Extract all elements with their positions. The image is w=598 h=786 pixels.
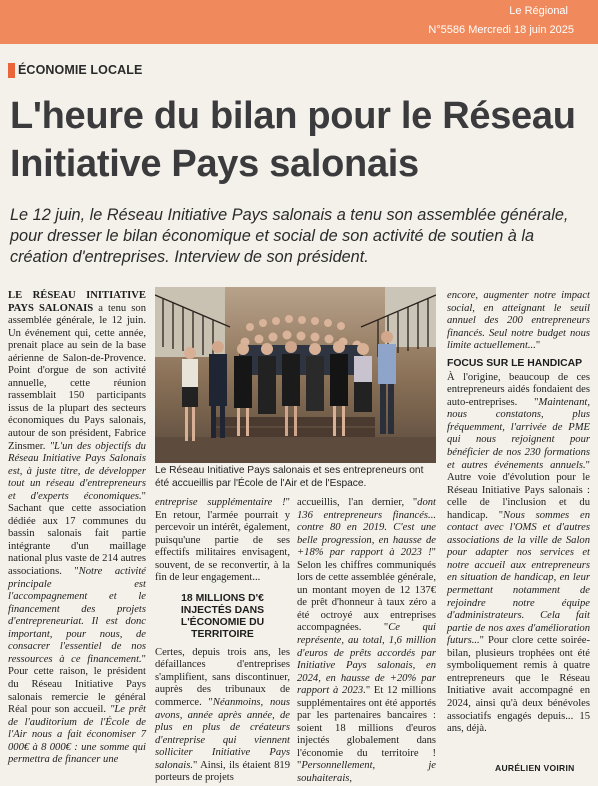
quote: "L'un des objectifs du Réseau Initiative Pays Salonais est, à juste titre, de développer tout un réseau d'entrepreneurs et d'experts économiques. — [8, 440, 146, 502]
paragraph: " Pour clore cette soirée-bilan, plusieurs trophées ont été symboliquement remis à quatre entrepreneurs que le Réseau Initiative avait accompagné en 2024, ainsi qu'à deux bénévoles associatifs engagés depuis... 15 ans, déjà. — [447, 635, 590, 735]
quote: Personnellement, je souhaiterais, — [297, 760, 436, 785]
headline: L'heure du bilan pour le Réseau Initiative Pays salonais — [10, 95, 576, 185]
group-photo-illustration — [155, 287, 436, 463]
paragraph: " En retour, l'armée pourrait y percevoir un intérêt, également, puisqu'une partie de ses effectifs militaires envisagent, souvent, de se reconvertir, à la fin de leur engagement... — [155, 497, 290, 584]
article-column-4 — [447, 290, 590, 736]
quote: Notre activité principale est l'accompagnement et le financement des projets d'entrepreneuriat. Il est donc important, pour nous, de consacrer l'essentiel de nos ressources à ce financement. — [8, 566, 146, 665]
quote: Nous sommes en contact avec l'OMS et d'autres associations de la ville de Salon pour adapter nos services et notre accueil aux entrepreneurs en situation de handicap, en leur permettant notamment de rejoindre notre équipe d'administrateurs. Cela fait partie de nos axes d'amélioration futurs... — [447, 509, 590, 647]
author-signature: AURÉLIEN VOIRIN — [495, 763, 575, 773]
subheading-funding: 18 MILLIONS D'€ INJECTÉS DANS L'ÉCONOMIE DU TERRITOIRE — [180, 592, 265, 640]
paragraph: " Selon les chiffres communiqués lors de cette assemblée générale, un montant moyen de 12 137€ de prêt d'honneur à taux zéro a été octroyé aux entreprises accompagnées. " — [297, 547, 436, 634]
newspaper-header-band — [0, 0, 598, 44]
rubric-label: ÉCONOMIE LOCALE — [18, 63, 143, 77]
quote: Ce qui représente, au total, 1,6 million d'euros de prêts accordés par Initiative Pays salonais, en 2024, en hausse de +20% par rapport à 2023. — [297, 622, 436, 697]
photo-caption: Le Réseau Initiative Pays salonais et ses entrepreneurs ont été accueillis par l'École de l'Air et de l'Espace. — [155, 465, 424, 489]
quote: "Le prêt de l'auditorium de l'École de l'Air nous a fait économiser 7 000€ à 8 000€ : une somme qui permettra de financer une — [8, 704, 146, 766]
quote: Néanmoins, nous avons, année après année, de plus en plus de créateurs d'entreprise qui viennent solliciter Initiative Pays salonais. — [155, 697, 290, 771]
issue-date: N°5586 Mercredi 18 juin 2025 — [428, 24, 574, 36]
lead-in: LE RÉSEAU INITIATIVE PAYS SALONAIS — [8, 290, 146, 314]
paragraph: " — [535, 340, 541, 352]
paragraph: Certes, depuis trois ans, les défaillances d'entreprises s'amplifient, sans discontinuer, auprès des tribunaux de commerce. " — [155, 646, 290, 709]
rubric-marker — [8, 63, 15, 78]
subheading-handicap: FOCUS SUR LE HANDICAP — [447, 357, 583, 369]
article-column-3 — [297, 497, 436, 786]
article-column-2 — [155, 497, 290, 785]
paragraph: " Ainsi, ils étaient 819 porteurs de projets — [155, 759, 290, 784]
paragraph: " Sachant que cette association dédiée aux 17 communes du bassin salonais fait partie intégrante d'un maillage national plus vaste de 214 autres associations. " — [8, 490, 146, 578]
paragraph: " Et 12 millions supplémentaires ont été apportés par les partenaires bancaires : soient 18 millions d'euros injectés globalement dans l'économie du territoire ! " — [297, 685, 436, 772]
paragraph: a tenu son assemblée générale, le 12 juin. Un événement qui, cette année, prenait place au sein de la base aérienne de Salon-de-Provence. Point d'orgue de son activité annuelle, cette réunion rassemblait 150 participants issus de la plupart des secteurs économiques du Pays salonais, autour de son président, Fabrice Zinsmer. — [8, 302, 146, 452]
paragraph: " Pour cette raison, le président du Réseau Initiative Pays salonais remercie le général Réal pour son accueil. — [8, 653, 146, 716]
lede: Le 12 juin, le Réseau Initiative Pays salonais a tenu son assemblée générale, pour dresser le bilan économique et social de son activité de soutien à la création d'entreprises. Interview de son président. — [10, 206, 569, 266]
paragraph: À l'origine, beaucoup de ces entrepreneurs aidés fondaient des auto-entreprises. " — [447, 371, 590, 408]
article-column-1 — [8, 290, 146, 767]
quote: Maintenant, nous constatons, plus fréquemment, l'arrivée de PME qui nous rejoignent pour bénéficier de nos 230 formations et autres événements annuels. — [447, 396, 590, 471]
paragraph: accueillis, l'an dernier, " — [297, 497, 418, 508]
quote: dont 136 entrepreneurs financés... contre 80 en 2019. C'est une belle progression, en hausse de +18% par rapport à 2023 ! — [297, 497, 436, 559]
quote: encore, augmenter notre impact social, en atteignant le seuil annuel des 200 entrepreneurs financés. Seul notre budget nous limite actuellement... — [447, 290, 590, 352]
newspaper-name: Le Régional — [509, 5, 568, 17]
quote: entreprise supplémentaire ! — [155, 497, 286, 508]
group-photo — [155, 287, 436, 463]
section-rubric — [8, 62, 142, 78]
paragraph: " Autre voie d'évolution pour le Réseau Initiative Pays salonais : celle de l'inclusion et du handicap. " — [447, 459, 590, 521]
